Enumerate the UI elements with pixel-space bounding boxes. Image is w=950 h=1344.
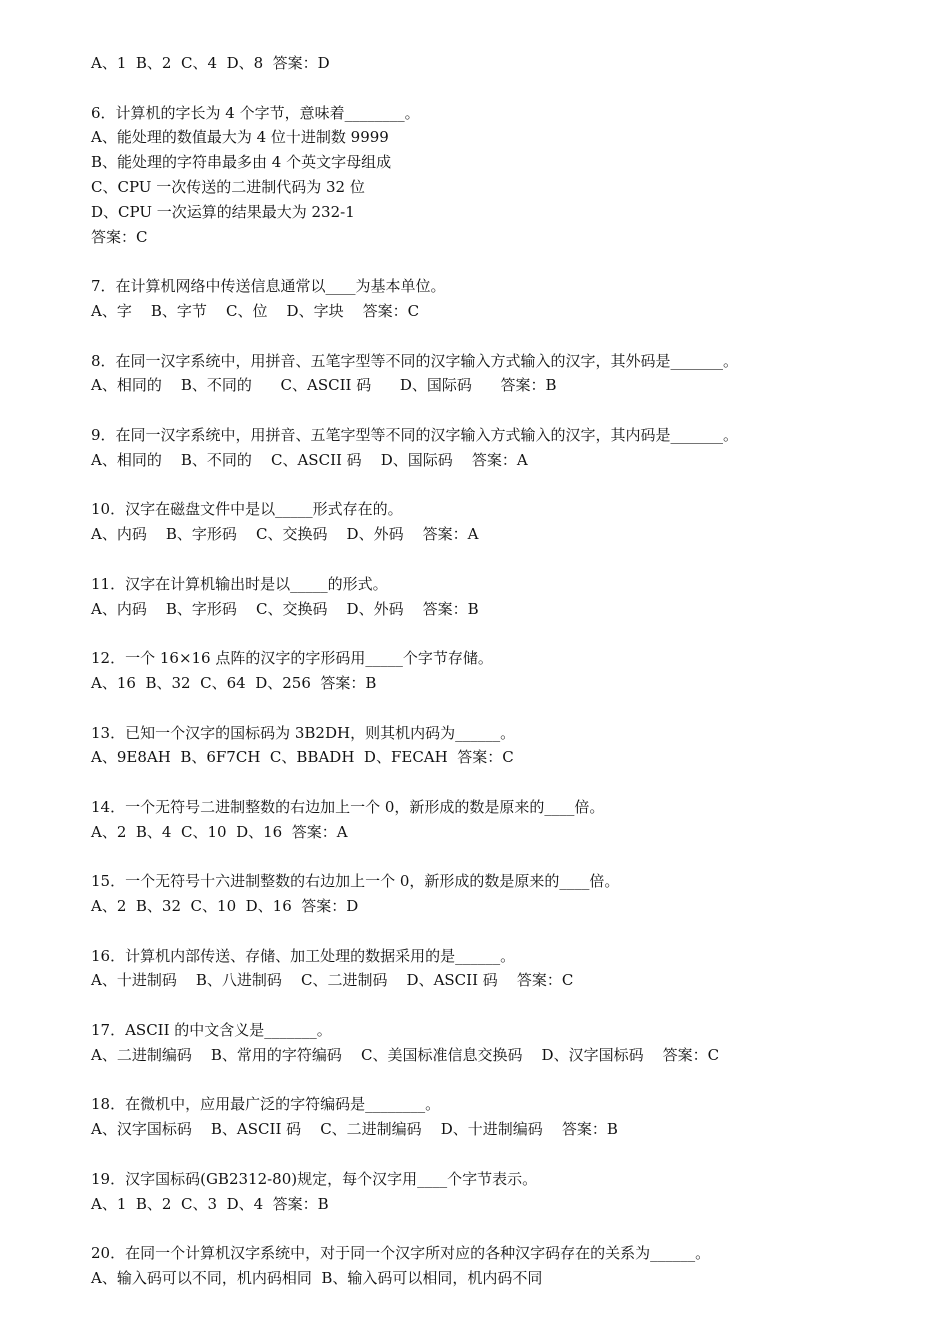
question-block	[91, 1018, 921, 1068]
question-block	[91, 1241, 921, 1291]
text-line: 14．一个无符号二进制整数的右边加上一个 0，新形成的数是原来的____倍。	[91, 797, 605, 816]
block-gap	[91, 249, 921, 274]
text-line: 8．在同一汉字系统中，用拼音、五笔字型等不同的汉字输入方式输入的汉字，其外码是_______。	[91, 351, 739, 370]
block-gap	[91, 324, 921, 349]
block-gap	[91, 473, 921, 498]
text-line: A、9E8AH B、6F7CH C、BBADH D、FECAH 答案：C	[91, 748, 514, 767]
text-line: 12．一个 16×16 点阵的汉字的字形码用_____个字节存储。	[91, 649, 493, 668]
block-gap	[91, 1216, 921, 1241]
question-block	[91, 944, 921, 994]
text-line: 19．汉字国标码(GB2312-80)规定，每个汉字用____个字节表示。	[91, 1169, 538, 1188]
text-line: 6．计算机的字长为 4 个字节，意味着________。	[91, 103, 420, 122]
block-gap	[91, 919, 921, 944]
text-line: 10．汉字在磁盘文件中是以_____形式存在的。	[91, 500, 403, 519]
document-page	[91, 51, 921, 1291]
block-gap	[91, 398, 921, 423]
text-line: A、十进制码 B、八进制码 C、二进制码 D、ASCII 码 答案：C	[91, 971, 574, 990]
text-line: A、字 B、字节 C、位 D、字块 答案：C	[91, 301, 420, 320]
text-line: 16．计算机内部传送、存储、加工处理的数据采用的是______。	[91, 946, 516, 965]
block-gap	[91, 696, 921, 721]
text-line: A、相同的 B、不同的 C、ASCII 码 D、国际码 答案：B	[91, 376, 557, 395]
text-line: A、1 B、2 C、4 D、8 答案：D	[91, 54, 330, 72]
block-gap	[91, 621, 921, 646]
text-line: A、内码 B、字形码 C、交换码 D、外码 答案：B	[91, 599, 479, 618]
block-gap	[91, 547, 921, 572]
question-block	[91, 497, 921, 547]
text-line: 9．在同一汉字系统中，用拼音、五笔字型等不同的汉字输入方式输入的汉字，其内码是_______。	[91, 425, 739, 444]
question-block	[91, 646, 921, 696]
question-block	[91, 721, 921, 771]
block-gap	[91, 1142, 921, 1167]
text-line: A、汉字国标码 B、ASCII 码 C、二进制编码 D、十进制编码 答案：B	[91, 1120, 618, 1139]
question-block	[91, 572, 921, 622]
question-block	[91, 1092, 921, 1142]
block-gap	[91, 845, 921, 870]
text-line: A、16 B、32 C、64 D、256 答案：B	[91, 673, 377, 692]
text-line: B、能处理的字符串最多由 4 个英文字母组成	[91, 153, 392, 172]
text-line: A、相同的 B、不同的 C、ASCII 码 D、国际码 答案：A	[91, 450, 528, 469]
question-block	[91, 101, 921, 250]
text-line: 答案：C	[91, 227, 148, 246]
text-line: 13．已知一个汉字的国标码为 3B2DH，则其机内码为______。	[91, 723, 516, 742]
text-line: 17．ASCII 的中文含义是_______。	[91, 1021, 332, 1040]
text-line: 7．在计算机网络中传送信息通常以____为基本单位。	[91, 277, 446, 296]
block-gap	[91, 993, 921, 1018]
text-line: 20．在同一个计算机汉字系统中，对于同一个汉字所对应的各种汉字码存在的关系为______。	[91, 1244, 711, 1263]
block-gap	[91, 1068, 921, 1093]
text-line: A、能处理的数值最大为 4 位十进制数 9999	[91, 128, 389, 147]
question-block	[91, 349, 921, 399]
block-gap	[91, 770, 921, 795]
text-line: A、2 B、4 C、10 D、16 答案：A	[91, 822, 348, 841]
question-block	[91, 795, 921, 845]
text-line: D、CPU 一次运算的结果最大为 232-1	[91, 202, 355, 221]
text-line: 15．一个无符号十六进制整数的右边加上一个 0，新形成的数是原来的____倍。	[91, 872, 620, 891]
text-line: C、CPU 一次传送的二进制代码为 32 位	[91, 177, 365, 196]
block-gap	[91, 76, 921, 101]
text-line: 18．在微机中，应用最广泛的字符编码是________。	[91, 1095, 441, 1114]
text-line: A、内码 B、字形码 C、交换码 D、外码 答案：A	[91, 525, 479, 544]
question-block	[91, 423, 921, 473]
question-block	[91, 1167, 921, 1217]
text-line: A、二进制编码 B、常用的字符编码 C、美国标准信息交换码 D、汉字国标码 答案：C	[91, 1045, 720, 1064]
text-line: A、2 B、32 C、10 D、16 答案：D	[91, 897, 359, 916]
text-line: A、1 B、2 C、3 D、4 答案：B	[91, 1194, 329, 1213]
question-block	[91, 274, 921, 324]
question-block	[91, 869, 921, 919]
question-block	[91, 51, 921, 76]
text-line: 11．汉字在计算机输出时是以_____的形式。	[91, 574, 388, 593]
text-line: A、输入码可以不同，机内码相同 B、输入码可以相同，机内码不同	[91, 1269, 543, 1288]
